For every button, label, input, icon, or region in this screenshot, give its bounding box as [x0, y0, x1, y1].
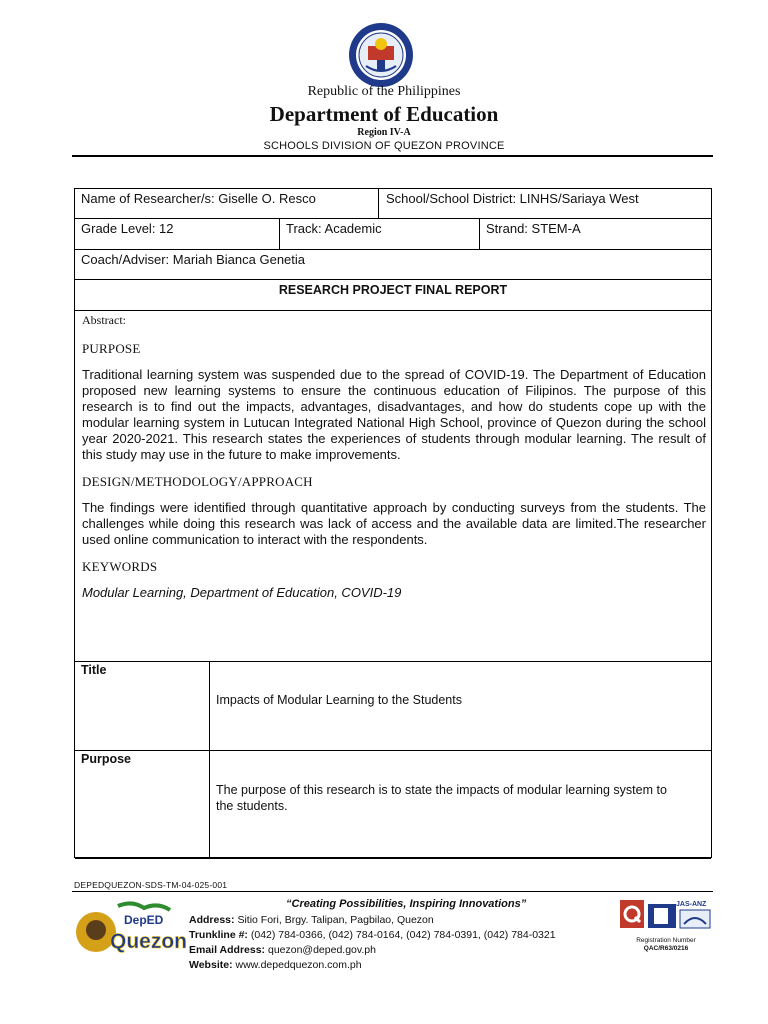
address-line: [189, 914, 434, 926]
column-divider: [378, 189, 379, 219]
deped-seal-logo: [348, 22, 414, 88]
logo-quezon-text: Quezon: [110, 930, 187, 953]
column-divider: [209, 661, 210, 858]
design-paragraph: The findings were identified through quantitative approach by conducting surveys from the students. The challenges while doing this research was lack of access and the available data are limited.The researcher used online communication to interact with the respondents.: [82, 500, 706, 547]
purpose-paragraph: Traditional learning system was suspended due to the spread of COVID-19. The Department of Education proposed new learning systems to ensure the continuous education of Filipinos. The purpose of this research is to find out the impacts, advantages, disadvantages, and how do students cope up with the modular learning system in Lutucan Integrated National High School, province of Quezon during the school year 2020-2021. This research states the experiences of students through modular learning. The result of this study may use in the future to make improvements.: [82, 367, 706, 462]
trunkline-value: (042) 784-0366, (042) 784-0164, (042) 784-0391, (042) 784-0321: [250, 929, 556, 941]
row-divider: [75, 218, 711, 219]
website-line: [189, 959, 362, 971]
title-label: Title: [81, 663, 107, 677]
strand-cell: Strand: STEM-A: [486, 221, 581, 236]
coach-cell: Coach/Adviser: Mariah Bianca Genetia: [81, 252, 306, 267]
logo-deped-text: DepED: [124, 913, 164, 927]
purpose-heading: PURPOSE: [82, 341, 141, 356]
purpose-value: The purpose of this research is to state the impacts of modular learning system to the students.: [216, 783, 667, 813]
email-line: [189, 944, 376, 956]
row-divider: [75, 249, 711, 250]
deped-quezon-logo: [74, 900, 187, 960]
document-id: DEPEDQUEZON-SDS-TM-04-025-001: [74, 880, 228, 890]
title-value: Impacts of Modular Learning to the Students: [216, 693, 462, 707]
row-divider: [75, 279, 711, 280]
report-form-table: [74, 188, 712, 858]
email-value[interactable]: quezon@deped.gov.ph: [267, 944, 376, 956]
slogan: “Creating Possibilities, Inspiring Innovations”: [286, 898, 527, 910]
keywords-heading: KEYWORDS: [82, 559, 158, 574]
trunkline-line: [189, 929, 556, 941]
column-divider: [279, 219, 280, 249]
division-line: SCHOOLS DIVISION OF QUEZON PROVINCE: [263, 140, 505, 152]
registration-number: QAC/R63/0216: [643, 945, 689, 952]
report-title: RESEARCH PROJECT FINAL REPORT: [278, 283, 508, 297]
address-value: Sitio Fori, Brgy. Talipan, Pagbilao, Quezon: [237, 914, 434, 926]
email-label: Email Address:: [189, 944, 266, 956]
website-value[interactable]: www.depedquezon.com.ph: [235, 959, 362, 971]
purpose-label: Purpose: [81, 752, 132, 766]
researcher-cell: Name of Researcher/s: Giselle O. Resco: [81, 191, 316, 206]
trunkline-label: Trunkline #:: [189, 929, 248, 941]
row-divider: [75, 750, 711, 751]
track-cell: Track: Academic: [286, 221, 382, 236]
address-label: Address:: [189, 914, 235, 926]
registration-label: Registration Number: [636, 937, 696, 944]
design-heading: DESIGN/METHODOLOGY/APPROACH: [82, 474, 313, 489]
header-divider: [72, 155, 713, 157]
jas-anz-text: JAS-ANZ: [676, 901, 707, 908]
department-title: Department of Education: [269, 102, 499, 126]
grade-cell: Grade Level: 12: [81, 221, 174, 236]
footer-divider: [72, 891, 713, 892]
row-divider: [75, 858, 711, 859]
keywords-text: Modular Learning, Department of Education, COVID-19: [82, 585, 402, 600]
abstract-section: [82, 313, 706, 600]
column-divider: [479, 219, 480, 249]
row-divider: [75, 310, 711, 311]
region-line: Region IV-A: [357, 127, 411, 138]
republic-line: Republic of the Philippines: [307, 84, 461, 99]
website-label: Website:: [189, 959, 233, 971]
row-divider: [75, 661, 711, 662]
school-cell: School/School District: LINHS/Sariaya West: [386, 191, 639, 206]
abstract-label: Abstract:: [82, 313, 126, 327]
